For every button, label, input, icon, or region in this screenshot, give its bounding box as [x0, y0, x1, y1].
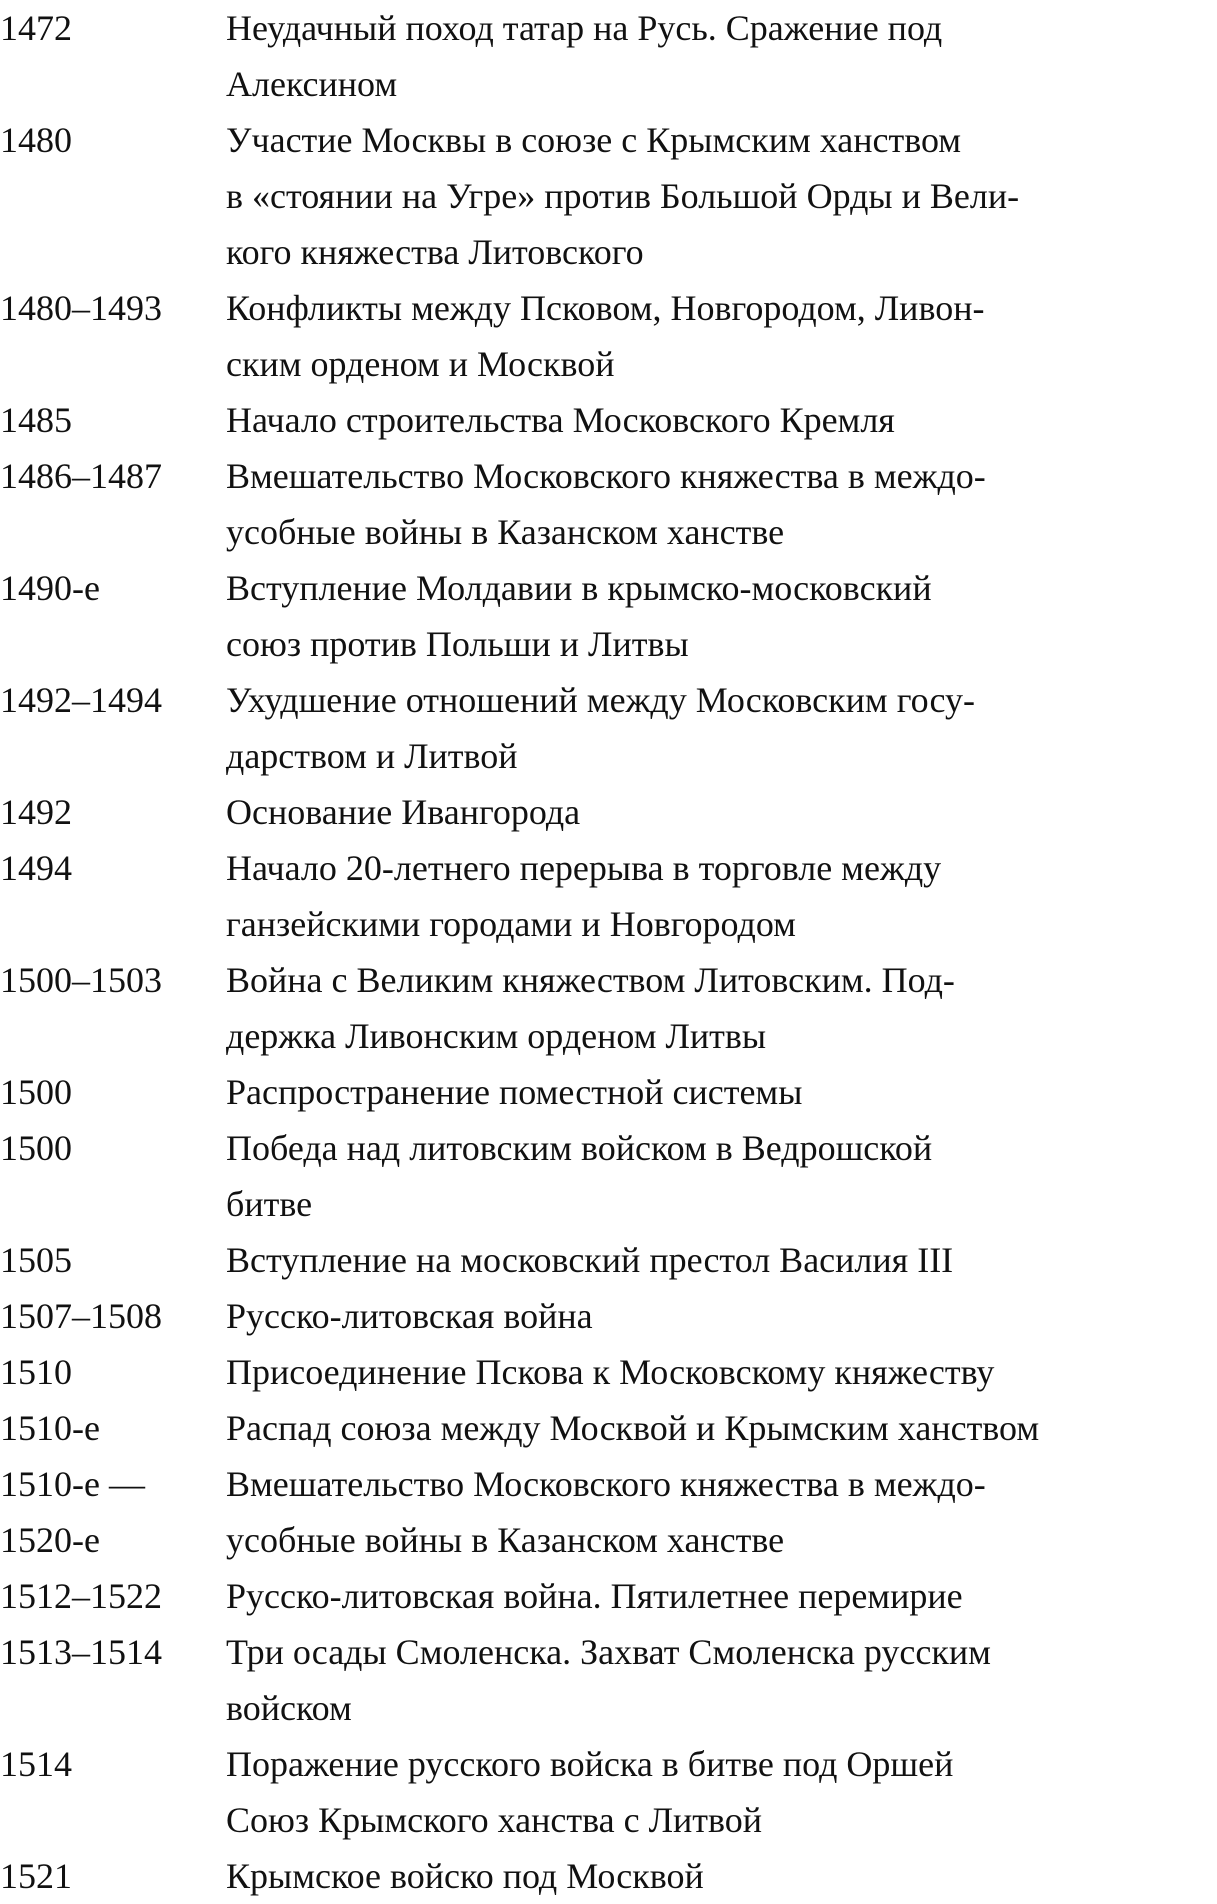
chronology-entry — [0, 560, 1217, 672]
entry-event — [226, 1232, 1217, 1288]
entry-year — [0, 448, 226, 504]
event-line: Крымское войско под Москвой — [226, 1856, 704, 1896]
chronology-entry — [0, 1848, 1217, 1904]
event-line: Три осады Смоленска. Захват Смоленска русским — [226, 1632, 991, 1672]
entry-year — [0, 1064, 226, 1120]
entry-year — [0, 280, 226, 336]
entry-event — [226, 0, 1217, 112]
year-line: 1512–1522 — [0, 1576, 162, 1616]
event-line: Участие Москвы в союзе с Крымским ханством — [226, 120, 962, 160]
year-line: 1490-е — [0, 568, 100, 608]
chronology-entry — [0, 1288, 1217, 1344]
entry-event — [226, 1456, 1217, 1568]
chronology-entry — [0, 0, 1217, 112]
year-line: 1480 — [0, 120, 72, 160]
entry-year — [0, 1736, 226, 1792]
chronology-entry — [0, 840, 1217, 952]
entry-year — [0, 1568, 226, 1624]
event-line: битве — [226, 1184, 313, 1224]
chronology-entry — [0, 392, 1217, 448]
event-line: Вмешательство Московского княжества в междо- — [226, 456, 986, 496]
entry-event — [226, 1064, 1217, 1120]
chronology-entry — [0, 1568, 1217, 1624]
year-line: 1500–1503 — [0, 960, 162, 1000]
entry-event — [226, 1120, 1217, 1232]
chronology-entry — [0, 1120, 1217, 1232]
event-line: Поражение русского войска в битве под Оршей — [226, 1744, 954, 1784]
entry-year — [0, 1344, 226, 1400]
entry-year — [0, 1456, 226, 1568]
chronology-entry — [0, 280, 1217, 392]
chronology-entry — [0, 1232, 1217, 1288]
entry-year — [0, 672, 226, 728]
entry-event — [226, 1848, 1217, 1904]
entry-year — [0, 560, 226, 616]
event-line: Ухудшение отношений между Московским госу- — [226, 680, 975, 720]
event-line: в «стоянии на Угре» против Большой Орды и Вели- — [226, 176, 1020, 216]
chronology-entry — [0, 952, 1217, 1064]
chronology-entry — [0, 448, 1217, 560]
entry-event — [226, 280, 1217, 392]
event-line: Вмешательство Московского княжества в междо- — [226, 1464, 986, 1504]
event-line: Русско-литовская война — [226, 1296, 593, 1336]
entry-event — [226, 560, 1217, 672]
entry-year — [0, 0, 226, 56]
chronology-entry — [0, 112, 1217, 280]
entry-year — [0, 1120, 226, 1176]
entry-year — [0, 840, 226, 896]
year-line: 1486–1487 — [0, 456, 162, 496]
event-line: кого княжества Литовского — [226, 232, 644, 272]
event-line: Распространение поместной системы — [226, 1072, 803, 1112]
event-line: Алексином — [226, 64, 398, 104]
event-line: дарством и Литвой — [226, 736, 518, 776]
year-line: 1505 — [0, 1240, 72, 1280]
chronology-entry — [0, 672, 1217, 784]
year-line: 1510-е — [0, 1408, 100, 1448]
event-line: Неудачный поход татар на Русь. Сражение под — [226, 8, 943, 48]
entry-year — [0, 784, 226, 840]
year-line: 1510 — [0, 1352, 72, 1392]
entry-year — [0, 952, 226, 1008]
event-line: Союз Крымского ханства с Литвой — [226, 1800, 763, 1840]
event-line: держка Ливонским орденом Литвы — [226, 1016, 767, 1056]
entry-event — [226, 1624, 1217, 1736]
event-line: усобные войны в Казанском ханстве — [226, 1520, 785, 1560]
year-line: 1520-е — [0, 1520, 100, 1560]
chronology-entry — [0, 784, 1217, 840]
event-line: войском — [226, 1688, 352, 1728]
year-line: 1480–1493 — [0, 288, 162, 328]
entry-year — [0, 1400, 226, 1456]
year-line: 1492–1494 — [0, 680, 162, 720]
event-line: Вступление на московский престол Василия III — [226, 1240, 954, 1280]
event-line: Начало 20-летнего перерыва в торговле между — [226, 848, 942, 888]
event-line: Конфликты между Псковом, Новгородом, Ливон- — [226, 288, 985, 328]
entry-year — [0, 112, 226, 168]
year-line: 1521 — [0, 1856, 72, 1896]
event-line: ганзейскими городами и Новгородом — [226, 904, 796, 944]
chronology-entry — [0, 1456, 1217, 1568]
event-line: Победа над литовским войском в Ведрошской — [226, 1128, 933, 1168]
entry-year — [0, 1848, 226, 1904]
chronology-entry — [0, 1400, 1217, 1456]
event-line: союз против Польши и Литвы — [226, 624, 689, 664]
year-line: 1492 — [0, 792, 72, 832]
chronology-entry — [0, 1736, 1217, 1848]
year-line: 1472 — [0, 8, 72, 48]
event-line: ским орденом и Москвой — [226, 344, 615, 384]
event-line: Начало строительства Московского Кремля — [226, 400, 895, 440]
event-line: Распад союза между Москвой и Крымским ханством — [226, 1408, 1040, 1448]
event-line: Вступление Молдавии в крымско-московский — [226, 568, 932, 608]
chronology-entry — [0, 1064, 1217, 1120]
event-line: усобные войны в Казанском ханстве — [226, 512, 785, 552]
entry-event — [226, 1288, 1217, 1344]
entry-event — [226, 1344, 1217, 1400]
event-line: Присоединение Пскова к Московскому княжеству — [226, 1352, 995, 1392]
event-line: Основание Ивангорода — [226, 792, 581, 832]
entry-year — [0, 392, 226, 448]
year-line: 1510-е — — [0, 1464, 145, 1504]
entry-event — [226, 840, 1217, 952]
year-line: 1507–1508 — [0, 1296, 162, 1336]
entry-year — [0, 1288, 226, 1344]
year-line: 1513–1514 — [0, 1632, 162, 1672]
event-line: Русско-литовская война. Пятилетнее перемирие — [226, 1576, 963, 1616]
entry-event — [226, 112, 1217, 280]
entry-event — [226, 392, 1217, 448]
entry-event — [226, 448, 1217, 560]
year-line: 1500 — [0, 1072, 72, 1112]
entry-event — [226, 1400, 1217, 1456]
entry-event — [226, 672, 1217, 784]
chronology-entry — [0, 1624, 1217, 1736]
entry-event — [226, 952, 1217, 1064]
entry-event — [226, 1568, 1217, 1624]
event-line: Война с Великим княжеством Литовским. Под- — [226, 960, 955, 1000]
entry-event — [226, 1736, 1217, 1848]
year-line: 1494 — [0, 848, 72, 888]
entry-year — [0, 1232, 226, 1288]
chronology-entry — [0, 1344, 1217, 1400]
entry-year — [0, 1624, 226, 1680]
year-line: 1500 — [0, 1128, 72, 1168]
entry-event — [226, 784, 1217, 840]
year-line: 1514 — [0, 1744, 72, 1784]
year-line: 1485 — [0, 400, 72, 440]
